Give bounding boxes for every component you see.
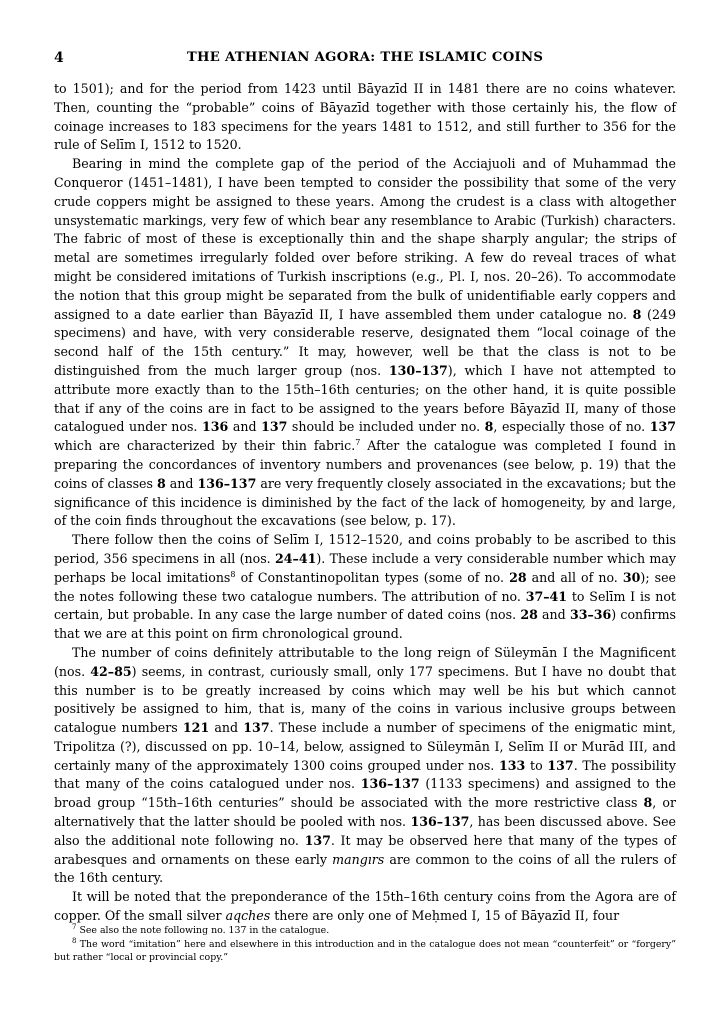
catalogue-number: 28: [509, 569, 527, 585]
catalogue-number: 37–41: [525, 588, 568, 604]
footnote-marker: 8: [72, 936, 77, 945]
footnote-marker: 7: [355, 437, 361, 447]
catalogue-number: 28: [520, 607, 538, 623]
catalogue-number: 136: [201, 419, 229, 435]
catalogue-number: 133: [499, 757, 526, 773]
catalogue-number: 136–137: [360, 776, 420, 792]
catalogue-number: 42–85: [90, 663, 132, 679]
footnote-marker: 8: [230, 569, 236, 579]
paragraph: There follow then the coins of Selīm I, 1512–1520, and coins probably to be ascribed to this period, 356 specimens in all (nos. 24–41). These include a very considerable number which may perhaps be local imitations$^8$ of Constantinopolitan types (some of no. 28 and all of no. 30); see the notes following these two catalogue numbers. The attribution of no. 37–41 to Selīm I is not certain, but probable. In any case the large number of dated coins (nos. 28 and 33–36) confirms that we are at this point on firm chronological ground.: [54, 532, 677, 642]
catalogue-number: 136–137: [197, 475, 257, 491]
catalogue-number: 24–41: [275, 550, 317, 566]
catalogue-number: 121: [182, 720, 210, 736]
italic-term: mangırs: [332, 851, 385, 867]
paragraph: Bearing in mind the complete gap of the period of the Acciajuoli and of Muhammad the Conqueror (1451–1481), I have been tempted to consider the possibility that some of the very crude coppers might be assigned to these years. Among the crudest is a class with altogether unsystematic markings, very few of which bear any resemblance to Arabic (Turkish) characters. The fabric of most of these is exceptionally thin and the shape sharply angular; the strips of metal are sometimes irregularly folded over before striking. A few do reveal traces of what might be considered imitations of Turkish inscriptions (e.g., Pl. I, nos. 20–26). To accommodate the notion that this group might be separated from the bulk of unidentifiable early coppers and assigned to a date earlier than Bāyazīd II, I have assembled them under catalogue no. 8 (249 specimens) and have, with very considerable reserve, designated them “local coinage of the second half of the 15th century.” It may, however, well be that the class is not to be distinguished from the much larger group (nos. 130–137), which I have not attempted to attribute more exactly than to the 15th–16th centuries; on the other hand, it is quite possible that if any of the coins are in fact to be assigned to the years before Bāyazīd II, many of those catalogued under nos. 136 and 137 should be included under no. 8, especially those of no. 137 which are characterized by their thin fabric.$^7$ After the catalogue was completed I found in preparing the concordances of inventory numbers and provenances (see below, p. 19) that the coins of classes 8 and 136–137 are very frequently closely associated in the excavations; but the significance of this incidence is diminished by the fact of the lack of homogeneity, by and large, of the coin finds throughout the excavations (see below, p. 17).: [54, 156, 677, 529]
body-text: [54, 80, 676, 926]
catalogue-number: 30: [622, 569, 641, 585]
catalogue-number: 137: [547, 757, 574, 773]
footnotes: [54, 924, 676, 965]
catalogue-number: 8: [484, 419, 494, 435]
catalogue-number: 33–36: [569, 607, 612, 623]
catalogue-number: 8: [156, 475, 166, 491]
page-number: 4: [54, 50, 64, 66]
catalogue-number: 137: [649, 419, 677, 435]
paragraph: The number of coins definitely attributable to the long reign of Süleymān I the Magnificent (nos. 42–85) seems, in contrast, curiously small, only 177 specimens. But I have no doubt that this number is to be greatly increased by coins which may well be his but which cannot positively be assigned to him, that is, many of the coins in various inclusive groups between catalogue numbers 121 and 137. These include a number of specimens of the enigmatic mint, Tripolitza (?), discussed on pp. 10–14, below, assigned to Süleymān I, Selīm II or Murād III, and certainly many of the approximately 1300 coins grouped under nos. 133 to 137. The possibility that many of the coins catalogued under nos. 136–137 (1133 specimens) and assigned to the broad group “15th–16th centuries” should be associated with the more restrictive class 8, or alternatively that the latter should be pooled with nos. 136–137, has been discussed above. See also the additional note following no. 137. It may be observed here that many of the types of arabesques and ornaments on these early mangırs are common to the coins of all the rulers of the 16th century.: [54, 644, 677, 886]
page-header: [54, 50, 676, 72]
footnote: $^7$ See also the note following no. 137 in the catalogue.: [72, 922, 330, 936]
italic-term: aqches: [225, 908, 271, 924]
running-title: THE ATHENIAN AGORA: THE ISLAMIC COINS: [186, 50, 544, 65]
catalogue-number: 137: [261, 419, 288, 435]
paragraph: It will be noted that the preponderance of the 15th–16th century coins from the Agora are of copper. Of the small silver aqches there are only one of Meḥmed I, 15 of Bāyazīd II, four: [54, 889, 676, 924]
catalogue-number: 137: [304, 832, 331, 848]
catalogue-number: 130–137: [388, 362, 448, 378]
catalogue-number: 8: [643, 795, 653, 811]
footnote: $^8$ The word “imitation” here and elsewhere in this introduction and in the catalogue does not mean “counterfeit” or “forgery” but rather “local or provincial copy.”: [54, 936, 676, 963]
paragraph: to 1501); and for the period from 1423 until Bāyazīd II in 1481 there are no coins whatever. Then, counting the “probable” coins of Bāyazīd together with those certainly his, the flow of coinage increases to 183 specimens for the years 1481 to 1512, and still further to 356 for the rule of Selīm I, 1512 to 1520.: [54, 81, 676, 153]
catalogue-number: 137: [243, 720, 270, 736]
footnote-marker: 7: [72, 922, 77, 931]
catalogue-number: 8: [632, 306, 642, 322]
catalogue-number: 136–137: [410, 814, 470, 830]
